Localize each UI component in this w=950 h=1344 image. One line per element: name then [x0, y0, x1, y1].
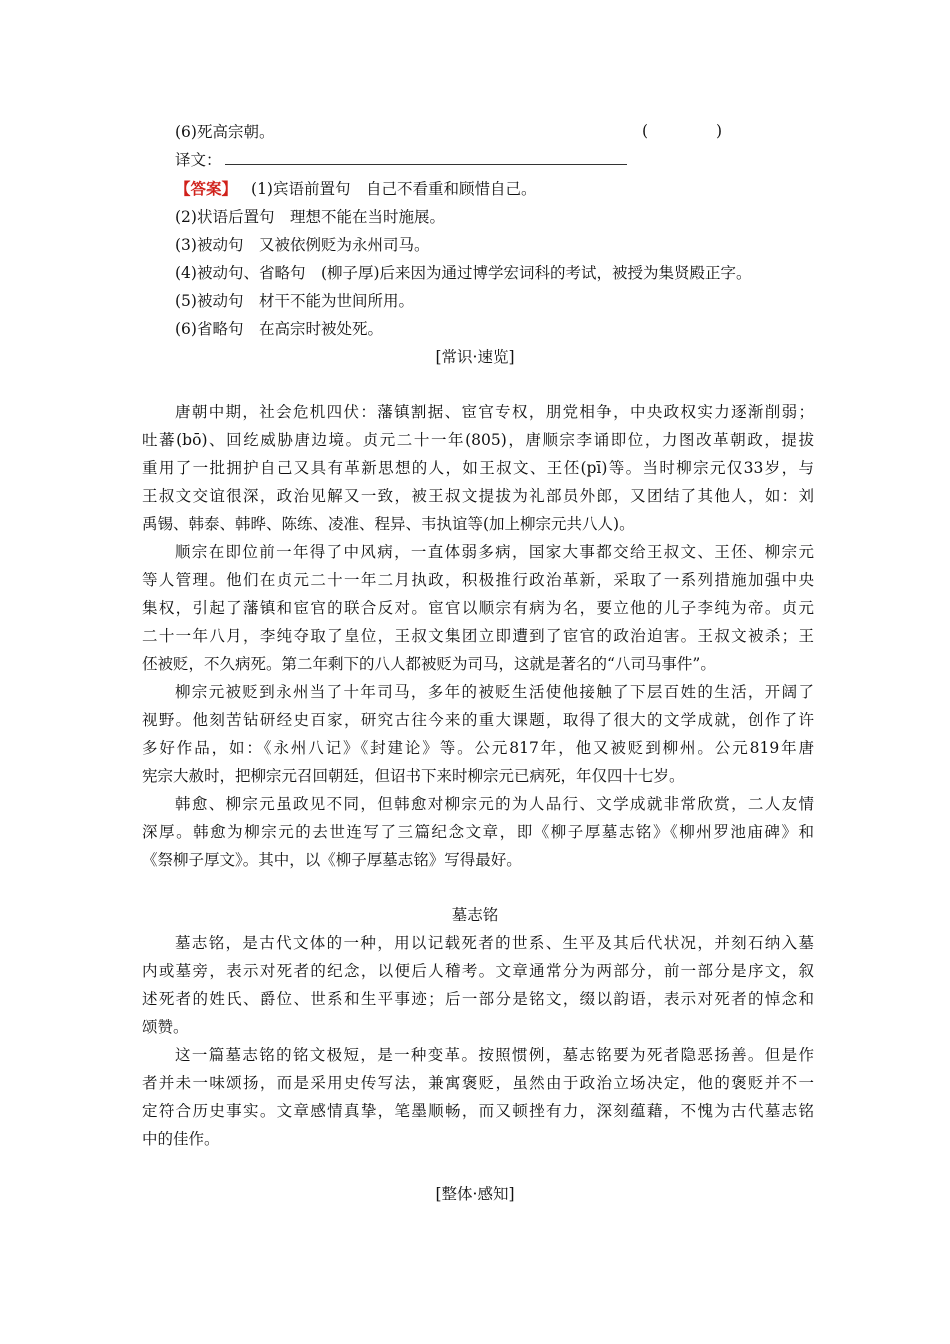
paragraph-line: 内或墓旁，表示对死者的纪念，以便后人稽考。文章通常分为两部分，前一部分是序文，叙: [142, 962, 814, 980]
section-title-epitaph: 墓志铭: [451, 906, 499, 924]
translation-blank-line: [225, 164, 627, 165]
paragraph-line: 柳宗元被贬到永州当了十年司马，多年的被贬生活使他接触了下层百姓的生活，开阔了: [175, 683, 814, 701]
answer-item: (1)宾语前置句 自己不看重和顾惜自己。: [251, 180, 537, 198]
paragraph-line: 唐朝中期，社会危机四伏：藩镇割据、宦官专权，朋党相争，中央政权实力逐渐削弱；: [175, 403, 814, 421]
paragraph-line: 韩愈、柳宗元虽政见不同，但韩愈对柳宗元的为人品行、文学成就非常欣赏，二人友情: [175, 795, 814, 813]
section-title-overall-perception: [整体·感知]: [435, 1185, 515, 1203]
paragraph-line: 述死者的姓氏、爵位、世系和生平事迹；后一部分是铭文，缀以韵语，表示对死者的悼念和: [142, 990, 814, 1008]
question-6: (6)死高宗朝。: [175, 123, 275, 141]
paragraph-line: 伾被贬，不久病死。第二年剩下的八人都被贬为司马，这就是著名的“八司马事件”。: [142, 655, 716, 673]
paragraph-line: 深厚。韩愈为柳宗元的去世连写了三篇纪念文章，即《柳子厚墓志铭》《柳州罗池庙碑》和: [142, 823, 814, 841]
paragraph-line: 颂赞。: [142, 1018, 189, 1036]
paragraph-line: 顺宗在即位前一年得了中风病，一直体弱多病，国家大事都交给王叔文、王伾、柳宗元: [175, 543, 814, 561]
answer-tag: 【答案】: [175, 179, 238, 198]
answer-item: (3)被动句 又被依例贬为永州司马。: [175, 236, 430, 254]
answer-item: (6)省略句 在高宗时被处死。: [175, 320, 383, 338]
paren-close: ): [715, 122, 722, 140]
paragraph-line: 《祭柳子厚文》。其中，以《柳子厚墓志铭》写得最好。: [142, 851, 522, 869]
section-title-common-knowledge: [常识·速览]: [435, 348, 515, 366]
paragraph-line: 墓志铭，是古代文体的一种，用以记载死者的世系、生平及其后代状况，并刻石纳入墓: [175, 934, 814, 952]
paren-open: (: [642, 122, 649, 140]
answer-item: (5)被动句 材干不能为世间所用。: [175, 292, 414, 310]
paragraph-line: 王叔文交谊很深，政治见解又一致，被王叔文提拔为礼部员外郎，又团结了其他人，如：刘: [142, 487, 814, 505]
paragraph-line: 定符合历史事实。文章感情真挚，笔墨顺畅，而又顿挫有力，深刻蕴藉，不愧为古代墓志铭: [142, 1102, 814, 1120]
paragraph-line: 禹锡、韩泰、韩晔、陈练、凌准、程异、韦执谊等(加上柳宗元共八人)。: [142, 515, 635, 533]
paragraph-line: 中的佳作。: [142, 1130, 220, 1148]
paragraph-line: 重用了一批拥护自己又具有革新思想的人，如王叔文、王伾(pī)等。当时柳宗元仅33岁，与: [142, 459, 814, 477]
paragraph-line: 者并未一味颂扬，而是采用史传写法，兼寓褒贬，虽然由于政治立场决定，他的褒贬并不一: [142, 1074, 814, 1092]
paragraph-line: 二十一年八月，李纯夺取了皇位，王叔文集团立即遭到了宦官的政治迫害。王叔文被杀；王: [142, 627, 814, 645]
paragraph-line: 多好作品，如：《永州八记》《封建论》等。公元817年，他又被贬到柳州。公元819年唐: [142, 739, 814, 757]
paragraph-line: 吐蕃(bō)、回纥威胁唐边境。贞元二十一年(805)，唐顺宗李诵即位，力图改革朝政，提拔: [142, 431, 814, 449]
paragraph-line: 等人管理。他们在贞元二十一年二月执政，积极推行政治革新，采取了一系列措施加强中央: [142, 571, 814, 589]
paragraph-line: 视野。他刻苦钻研经史百家，研究古往今来的重大课题，取得了很大的文学成就，创作了许: [142, 711, 814, 729]
answer-line-1: [175, 179, 536, 199]
answer-blank-parentheses: [642, 122, 722, 140]
paragraph-line: 集权，引起了藩镇和宦官的联合反对。宦官以顺宗有病为名，要立他的儿子李纯为帝。贞元: [142, 599, 814, 617]
answer-item: (4)被动句、省略句 (柳子厚)后来因为通过博学宏词科的考试，被授为集贤殿正字。: [175, 264, 752, 282]
answer-item: (2)状语后置句 理想不能在当时施展。: [175, 208, 445, 226]
translation-label: 译文：: [175, 151, 222, 169]
paragraph-line: 这一篇墓志铭的铭文极短，是一种变革。按照惯例，墓志铭要为死者隐恶扬善。但是作: [175, 1046, 814, 1064]
paragraph-line: 宪宗大赦时，把柳宗元召回朝廷，但诏书下来时柳宗元已病死，年仅四十七岁。: [142, 767, 685, 785]
